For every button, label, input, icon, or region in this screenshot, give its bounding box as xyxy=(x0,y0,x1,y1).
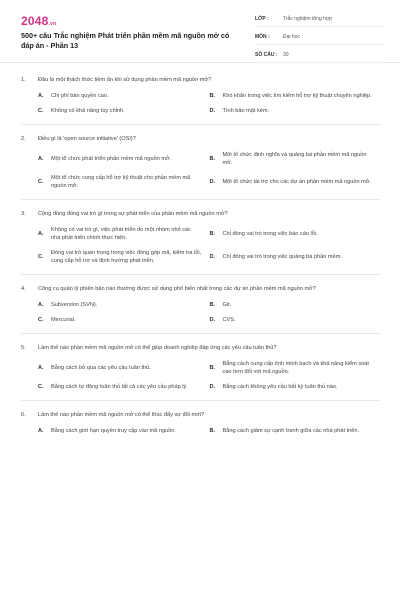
meta-label: MÔN : xyxy=(255,34,270,40)
option-text: Bằng cách giới hạn quyền truy cập vào mã nguồn. xyxy=(51,428,176,434)
option-b[interactable] xyxy=(210,226,382,242)
question-list xyxy=(21,76,381,452)
option-text: Khó khăn trong việc tìm kiếm hỗ trợ kỹ thuật chuyên nghiệp. xyxy=(222,93,372,99)
logo-main: 2048 xyxy=(21,14,49,28)
option-text: Chỉ đóng vai trò trong việc báo cáo lỗi. xyxy=(222,231,318,237)
option-letter: A. xyxy=(38,156,44,162)
question-text: Công cụ quản lý phiên bản nào thường được sử dụng phổ biến nhất trong các dự án phần mềm mã nguồn mở? xyxy=(38,286,316,292)
option-text: Tính bảo mật kém. xyxy=(222,108,270,114)
option-b[interactable] xyxy=(210,92,382,100)
option-letter: B. xyxy=(209,93,216,99)
option-d[interactable] xyxy=(210,383,382,391)
option-text: Một tổ chức cung cấp hỗ trợ kỹ thuật cho phần mềm mã nguồn mở. xyxy=(51,175,191,189)
option-d[interactable] xyxy=(210,249,382,265)
meta-row-count xyxy=(255,48,385,63)
option-d[interactable] xyxy=(210,174,382,190)
meta-info xyxy=(255,12,385,66)
option-b[interactable] xyxy=(210,360,382,376)
question-text: Làm thế nào phần mềm mã nguồn mở có thể giúp doanh nghiệp đáp ứng các yêu cầu tuân thủ? xyxy=(38,345,277,351)
option-letter: C. xyxy=(38,179,44,185)
meta-row-class xyxy=(255,12,385,27)
question-number: 1. xyxy=(21,77,26,83)
option-text: Không có khả năng tùy chỉnh. xyxy=(51,108,125,114)
option-letter: D. xyxy=(209,179,216,185)
question-number: 2. xyxy=(21,136,26,142)
meta-label: LỚP : xyxy=(255,16,269,22)
question-number: 3. xyxy=(21,211,26,217)
option-letter: B. xyxy=(209,156,216,162)
option-letter: C. xyxy=(38,317,44,323)
option-c[interactable] xyxy=(38,249,210,265)
document-title: 500+ câu Trắc nghiệm Phát triển phần mềm mã nguồn mở có đáp án - Phần 13 xyxy=(21,31,230,50)
option-c[interactable] xyxy=(38,174,210,190)
option-text: Bằng cách bỏ qua các yêu cầu tuân thủ. xyxy=(51,365,151,371)
option-letter: D. xyxy=(209,254,216,260)
option-letter: A. xyxy=(38,231,44,237)
question-text: Cộng đồng đóng vai trò gì trong sự phát triển của phần mềm mã nguồn mở? xyxy=(38,211,228,217)
site-logo[interactable] xyxy=(21,14,56,28)
option-a[interactable] xyxy=(38,226,210,242)
question-3 xyxy=(21,210,381,275)
question-text: Làm thế nào phần mềm mã nguồn mở có thể thúc đẩy sự đổi mới? xyxy=(38,412,205,418)
question-text: Đâu là một thách thức tiềm ẩn khi sử dụng phần mềm mã nguồn mở? xyxy=(38,77,212,83)
option-text: Đóng vai trò quan trọng trong việc đóng góp mã, kiểm tra lỗi, cung cấp hỗ trợ và định hướng phát triển. xyxy=(51,250,202,264)
option-letter: D. xyxy=(209,108,216,114)
option-d[interactable] xyxy=(210,107,382,115)
option-letter: A. xyxy=(38,302,44,308)
question-text: Điều gì là 'open source initiative' (OSI)? xyxy=(38,136,136,142)
option-text: Bằng cách không yêu cầu bất kỳ tuân thủ nào. xyxy=(222,384,338,390)
option-c[interactable] xyxy=(38,316,210,324)
option-text: Không có vai trò gì, việc phát triển do một nhóm nhỏ các nhà phát triển chính thực hiện. xyxy=(51,227,191,241)
question-6 xyxy=(21,411,381,442)
meta-label: SỐ CÂU : xyxy=(255,52,278,58)
divider xyxy=(21,274,381,275)
option-letter: B. xyxy=(209,231,216,237)
option-text: Bằng cách giảm sự cạnh tranh giữa các nhà phát triển. xyxy=(222,428,360,434)
divider xyxy=(21,199,381,200)
question-number: 5. xyxy=(21,345,26,351)
option-d[interactable] xyxy=(210,316,382,324)
option-b[interactable] xyxy=(210,301,382,309)
option-c[interactable] xyxy=(38,383,210,391)
options xyxy=(21,301,381,331)
question-5 xyxy=(21,344,381,401)
option-text: Một tổ chức tài trợ cho các dự án phần mềm mã nguồn mở. xyxy=(222,179,372,185)
option-letter: B. xyxy=(209,365,216,371)
option-letter: C. xyxy=(38,108,44,114)
question-4 xyxy=(21,285,381,334)
meta-value: Trắc nghiệm tổng hợp xyxy=(283,16,332,22)
option-letter: A. xyxy=(38,428,44,434)
option-letter: D. xyxy=(209,384,216,390)
option-letter: A. xyxy=(38,365,44,371)
option-a[interactable] xyxy=(38,92,210,100)
option-letter: A. xyxy=(38,93,44,99)
option-text: CVS. xyxy=(222,317,236,323)
meta-row-subject xyxy=(255,30,385,45)
option-text: Git. xyxy=(222,302,232,308)
question-number: 6. xyxy=(21,412,26,418)
option-letter: D. xyxy=(209,317,216,323)
option-text: Chỉ đóng vai trò trong việc quảng bá phần mềm. xyxy=(222,254,342,260)
options xyxy=(21,226,381,272)
options xyxy=(21,360,381,398)
question-number: 4. xyxy=(21,286,26,292)
option-text: Một tổ chức định nghĩa và quảng bá phần mềm mã nguồn mở. xyxy=(222,152,367,166)
option-letter: B. xyxy=(209,302,216,308)
meta-value: Đại học xyxy=(283,34,300,40)
option-letter: B. xyxy=(209,428,216,434)
question-1 xyxy=(21,76,381,125)
header xyxy=(0,0,400,63)
option-text: Mercurial. xyxy=(51,317,76,323)
options xyxy=(21,427,381,442)
logo-suffix: .vn xyxy=(48,21,57,27)
option-text: Subversion (SVN). xyxy=(51,302,98,308)
option-b[interactable] xyxy=(210,427,382,435)
divider xyxy=(21,400,381,401)
option-text: Một tổ chức phát triển phần mềm mã nguồn mở. xyxy=(51,156,172,162)
options xyxy=(21,151,381,197)
option-letter: C. xyxy=(38,384,44,390)
option-a[interactable] xyxy=(38,301,210,309)
options xyxy=(21,92,381,122)
option-b[interactable] xyxy=(210,151,382,167)
option-text: Bằng cách tự động tuân thủ tất cả các yêu cầu pháp lý. xyxy=(51,384,188,390)
option-text: Chi phí bản quyền cao. xyxy=(51,93,109,99)
divider xyxy=(21,124,381,125)
option-text: Bằng cách cung cấp tính minh bạch và khả năng kiểm soát cao hơn đối với mã nguồn. xyxy=(222,361,369,375)
option-a[interactable] xyxy=(38,151,210,167)
option-letter: C. xyxy=(38,254,44,260)
meta-value: 30 xyxy=(283,52,289,58)
option-c[interactable] xyxy=(38,107,210,115)
question-2 xyxy=(21,135,381,200)
divider xyxy=(21,333,381,334)
option-a[interactable] xyxy=(38,427,210,435)
option-a[interactable] xyxy=(38,360,210,376)
